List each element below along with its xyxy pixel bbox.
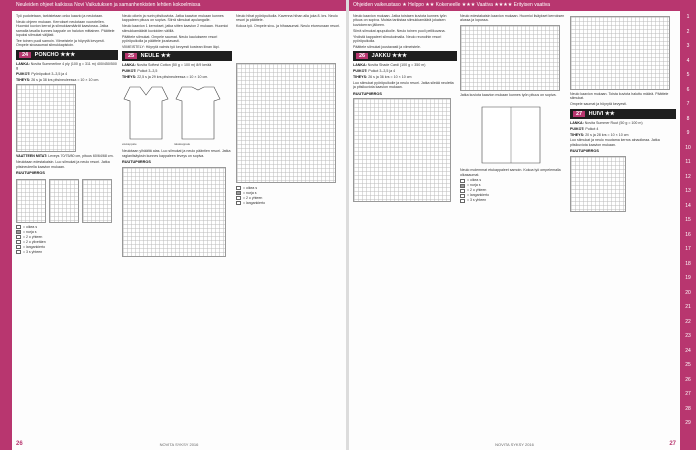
yarnover-symbol-icon (460, 194, 465, 198)
page-tab: 4 (686, 57, 690, 64)
knit-symbol-icon (460, 179, 465, 183)
sweater-number: 25 (125, 53, 137, 59)
page-tab: 20 (685, 289, 691, 296)
sweater-gauge: 22,5 s ja 29 krs pitsineuleessa = 10 × 10 cm. (137, 75, 209, 80)
sweater-legend (236, 186, 342, 206)
page-tab: 11 (685, 159, 691, 165)
scarf-materials-label: LANKA: (570, 120, 584, 125)
wrap-materials: Novita Shade Cardi (100 g = 350 m) (367, 63, 426, 68)
poncho-title: PONCHO (34, 51, 59, 58)
legend-item: = 3 s yhteen (23, 249, 43, 254)
legend-item: = langankierto (243, 200, 266, 205)
scarf-chart-title: RUUTUPIIRROS (570, 149, 599, 154)
left-column-3: Neulo hihat pyöröpuikolla. Kavenna hihan alla joka 8. krs. Neulo resori ja päättele. Kokoa työ. Ompele sivu- ja hihasaumat. Neulo etureunaan resori. = oikea s = nurja s = 2 o yhteen = langankierto (236, 14, 341, 205)
legend-item: = oikea s (467, 178, 482, 183)
purl-symbol-icon (236, 191, 241, 195)
poncho-materials: Novita Summerline 4 ply (100 g = 311 m) 400/450/500 g (16, 61, 117, 71)
wrap-difficulty: ★★★ (392, 53, 407, 60)
sweater-title: NEULE (140, 53, 160, 60)
sweater-materials: Novita Softest Cotton (50 g = 100 m) 8/9 kerää (136, 63, 212, 68)
page-tab: 18 (685, 260, 691, 267)
right-page-number: 27 (669, 441, 676, 447)
poncho-chart-c (82, 179, 112, 223)
page-tab: 7 (686, 101, 690, 107)
k3tog-symbol-icon (460, 199, 465, 203)
scarf-number: 27 (573, 111, 585, 117)
poncho-chart-title: RUUTUPIIRROS (16, 171, 45, 176)
yarnover-symbol-icon (16, 245, 21, 249)
scarf-gauge: 20 s ja 28 krs = 10 × 10 cm (585, 132, 629, 137)
legend-item: = nurja s (243, 190, 257, 195)
page-tab: 14 (685, 202, 691, 209)
legend-item: = 2 o yhteen (23, 234, 43, 239)
poncho-materials-label: LANKA: (16, 61, 30, 66)
page-tab: 16 (685, 231, 691, 238)
scarf-chart (570, 156, 626, 212)
legend-item: = nurja s (467, 183, 481, 188)
page-tab: 29 (685, 420, 691, 426)
page-tab: 6 (686, 86, 690, 93)
wrap-legend (460, 178, 566, 203)
sweater-needles: Puikot 3–3,5 (137, 69, 158, 74)
knit-symbol-icon (16, 225, 21, 229)
sweater-materials-label: LANKA: (122, 63, 136, 68)
poncho-measurements-label: VAATTEEN MITAT: (16, 154, 48, 159)
poncho-needles: Pyöröpuikot 3–3,5 ja 4 (31, 72, 68, 77)
page-tab: 12 (685, 173, 691, 180)
knit-symbol-icon (236, 186, 241, 190)
poncho-chart-b (49, 179, 79, 223)
right-column-1: Neulo kaavion mukaan. Jatka toistaen kuviota kunnes työn pituus on sopiva. Muista tarkistaa silmukkamäärä jokaisen kuviokerran jälkeen. Siirrä silmukat apupuikolle. Neulo toinen puoli peilikuvana. Yhdistä kappaleet silmukoimalla. Neulo reunoihin resori pyöröpuikolla. Päättele silmukat joustavasti ja viimeistele. 26 JAKKU ★★★ LANKA: Novita Shade Cardi (100 g = 350 m) PUIKOT: Puikot 3–3,5 ja 4 TIHEYS: 26 s ja 36 krs = 10 × 10 cm Luo silmukat pyöröpuikolle ja neulo resori. Jatka sileää neuletta ja pitsikuviota kaavion mukaan. RUUTUPIIRROS (353, 14, 457, 414)
k2tog-symbol-icon (16, 235, 21, 239)
poncho-legend (16, 225, 118, 255)
sweater-front-schematic (122, 83, 170, 141)
scarf-chart-top (570, 16, 670, 90)
wrap-chart-title: RUUTUPIIRROS (353, 91, 382, 96)
sweater-difficulty: ★★ (160, 53, 171, 60)
page-tab: 3 (686, 43, 690, 49)
wrap-chart (353, 98, 451, 202)
wrap-schematic (476, 103, 546, 167)
left-page-footer: NOVITA SYKSY 2016 (159, 442, 199, 447)
page-tab: 15 (685, 217, 691, 223)
yarnover-symbol-icon (236, 201, 241, 205)
left-column-1: Työ pudotetaan, tarkistetaan onko kaavio ja neulotaan. Neulo ohjeen mukaan. Kerrokset neulotaan vuorotellen. Huomioi kuvion kerrat ja silmukkamäärät kaaviossa. Jatka samalla tavalla kunnes kappale on halutun mittainen. Päättele lopuksi silmukat väljästi. Tee toinen puoli samoin. Viimeistele ja höyrytä kevyesti. Ompele sivusaumat silmukkapistoin. 24 PONCHO ★★★ LANKA: Novita Summerline 4 ply (100 g = 311 m) 400/450/500 g PUIKOT: Pyöröpuikot 3–3,5 ja 4 TIHEYS: 26 s ja 38 krs pitsineuleessa = 10 × 10 cm. VAATTEEN MITAT: Leveys 70/75/80 cm, pituus 60/64/68 cm. Neulotaan edestakaisin. Luo silmukat ja neulo resori. Jatka pitsineuleella kaavion mukaan. RUUTUPIIRROS = oikea s = nurja s = 2 o yhteen = 2 o ylivetäen = langankierto = 3 s yhteen (16, 14, 117, 254)
left-column-2: Neulo oikein ja nurin pitsikuviota. Jatka kaavion mukaan kunnes kappaleen pituus on sopiva. Siirrä silmukat apulangalle. Neulo kaavion 1 kerrokset, jatka sitten kaavion 2 mukaan. Huomioi silmukkamäärät kuvioiden välillä. Päättele silmukat. Ompele saumat. Neulo kaulukseen resori pyöröpuikolla ja päättele joustavasti. VIIMEISTELY: Höyrytä valmis työ kevyesti kostean liinan läpi. 25 NEULE ★★ LANKA: Novita Softest Cotton (50 g = 100 m) 8/9 kerää PUIKOT: Puikot 3–3,5 TIHEYS: 22,5 s ja 29 krs pitsineuleessa = 10 × 10 cm. etukappale takakappale Neulotaan ylhäältä alas. Luo silmukat ja neulo pääntien resori. Jatka raglanlisäyksin kunnes kappaleen leveys on sopiva. RUUTUPIIRROS (122, 14, 232, 414)
page-tab: 5 (686, 72, 690, 78)
legend-item: = 2 o yhteen (467, 188, 487, 193)
k2tog-symbol-icon (460, 189, 465, 193)
purl-symbol-icon (460, 184, 465, 188)
legend-item: = 2 o ylivetäen (23, 239, 46, 244)
magazine-spread (12, 0, 680, 450)
scarf-needles-label: PUIKOT: (570, 126, 585, 131)
sweater-chart-2 (236, 63, 336, 183)
wrap-needles-label: PUIKOT: (353, 69, 368, 74)
right-column-3: Neulo kaavion mukaan. Toista kuviota haluttu määrä. Päättele silmukat. Ompele saumat ja höyrytä kevyesti. 27 HUIVI ★★ LANKA: Novita Summer Ruut (50 g = 100 m) PUIKOT: Puikot 4 TIHEYS: 20 s ja 28 krs = 10 × 10 cm Luo silmukat ja neulo muutama kerros ainaoikeaa. Jatka pitsikuviota kaavion mukaan. RUUTUPIIRROS (570, 14, 676, 414)
poncho-chart-a (16, 179, 46, 223)
poncho-number: 24 (19, 52, 31, 58)
legend-item: = langankierto (467, 193, 490, 198)
legend-item: = oikea s (243, 185, 258, 190)
page-tab: 8 (686, 115, 690, 122)
wrap-gauge-label: TIHEYS: (353, 75, 368, 80)
page-tab: 25 (685, 362, 691, 368)
sweater-header (122, 51, 232, 61)
sweater-chart (122, 167, 226, 257)
left-page-topbar: Neuleiden ohjeet kaikissa Novi Vaikutuksen ja samanhenkisten lehtien kokoelmissa (12, 0, 346, 11)
page-tab: 27 (685, 391, 691, 397)
legend-item: = langankierto (23, 244, 46, 249)
page-tab: 13 (685, 188, 691, 194)
wrap-title: JAKKU (371, 53, 391, 60)
k2tog-symbol-icon (236, 196, 241, 200)
scarf-difficulty: ★★ (604, 110, 615, 117)
page-tab: 21 (685, 304, 691, 310)
sweater-gauge-label: TIHEYS: (122, 75, 137, 80)
sweater-needles-label: PUIKOT: (122, 69, 137, 74)
poncho-difficulty: ★★★ (60, 51, 76, 58)
page-gutter (346, 0, 349, 450)
page-tab: 17 (685, 246, 691, 252)
intro-text: Työ pudotetaan, tarkistetaan onko kaavio ja neulotaan. (16, 14, 104, 18)
wrap-materials-label: LANKA: (353, 63, 367, 68)
right-page-footer: NOVITA SYKSY 2016 (495, 442, 534, 447)
right-column-2: Neulo edestakaisin kaavion mukaan. Huomioi lisäykset kerroksen alussa ja lopussa. Jatka kuviota kaavion mukaan kunnes työn pituus on sopiva. Neulo molemmat etukappaleet samoin. Kokoa työ ompelemalla olkasaumat. = oikea s = nurja s = 2 o yhteen = langankierto = 3 s yhteen (460, 14, 565, 203)
legend-item: = 3 s yhteen (467, 198, 487, 203)
scarf-title: HUIVI (588, 110, 604, 117)
left-margin-strip (0, 0, 12, 450)
page-tab: 23 (685, 333, 691, 339)
poncho-needles-label: PUIKOT: (16, 72, 31, 77)
ssk-symbol-icon (16, 240, 21, 244)
legend-item: = 2 o yhteen (243, 195, 263, 200)
purl-symbol-icon (16, 230, 21, 234)
left-page-number: 26 (16, 441, 23, 447)
wrap-header (353, 51, 457, 61)
scarf-needles: Puikot 4 (585, 126, 599, 131)
legend-item: = oikea s (23, 224, 38, 229)
page-tab: 19 (685, 275, 691, 281)
poncho-gauge-label: TIHEYS: (16, 78, 31, 83)
page-tab: 9 (686, 130, 690, 136)
schematic-label-front: etukappale (122, 141, 137, 146)
scarf-header (570, 109, 676, 119)
sweater-back-schematic (174, 83, 222, 141)
scarf-gauge-label: TIHEYS: (570, 132, 585, 137)
schematic-label-back: takakappale (174, 141, 191, 146)
page-tab: 2 (686, 28, 690, 35)
sweater-chart-title: RUUTUPIIRROS (122, 160, 151, 165)
poncho-schematic (16, 84, 76, 152)
page-tab: 10 (685, 144, 691, 151)
poncho-header (16, 50, 118, 60)
page-tab: 24 (685, 347, 691, 354)
wrap-number: 26 (356, 53, 368, 59)
wrap-gauge: 26 s ja 36 krs = 10 × 10 cm (368, 75, 412, 80)
poncho-gauge: 26 s ja 38 krs pitsineuleessa = 10 × 10 cm. (31, 78, 100, 83)
wrap-chart-2 (460, 25, 560, 91)
right-page-topbar: Ohjeiden vaikeustaso ★ Helppo ★★ Kokeneelle ★★★ Vaativa ★★★★ Erityisen vaativa (349, 0, 680, 11)
page-tab: 1 (686, 14, 690, 20)
scarf-materials: Novita Summer Ruut (50 g = 100 m) (584, 120, 643, 125)
k3tog-symbol-icon (16, 250, 21, 254)
page-tab: 28 (685, 405, 691, 412)
legend-item: = nurja s (23, 229, 37, 234)
page-tab: 22 (685, 318, 691, 325)
wrap-needles: Puikot 3–3,5 ja 4 (368, 69, 396, 74)
page-tab: 26 (685, 376, 691, 383)
right-tab-strip (680, 0, 696, 450)
